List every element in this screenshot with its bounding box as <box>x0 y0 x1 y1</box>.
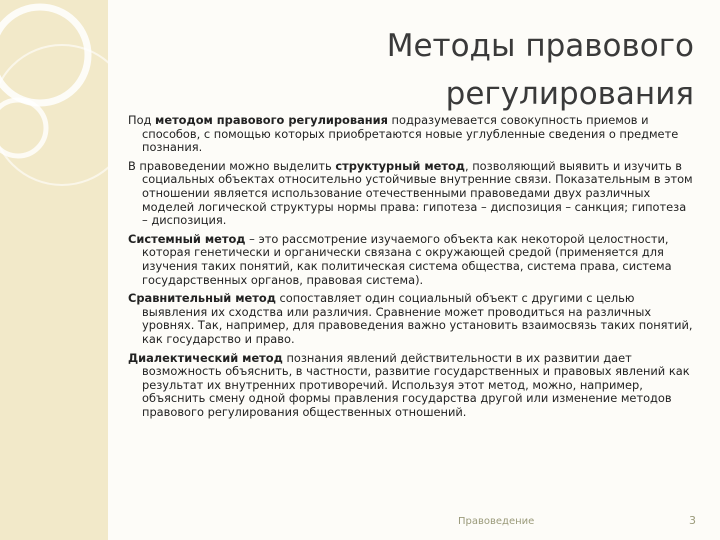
paragraph-lead: Под <box>128 113 156 127</box>
paragraph-term: Системный метод <box>128 231 246 246</box>
page-number: 3 <box>689 514 696 527</box>
paragraph-text: – это рассмотрение изучаемого объекта как некоторой целостности, которая генетически и органически связана с окружающей средой (применяется для изучения таких понятий, как политическая система общества, система права, система государственных органов, правовая система). <box>142 231 672 287</box>
title-line-1: Методы правового <box>386 28 694 64</box>
paragraph-text: , позволяющий выявить и изучить в социальных объектах относительно устойчивые внутренние связи. Показательным в этом отношении является использование отечественными правоведами двух различных моделей логической структуры нормы права: гипотеза – диспозиция – санкция; гипотеза – диспозиция. <box>142 158 693 228</box>
paragraph-lead: В правоведении можно выделить <box>128 158 336 173</box>
paragraph <box>128 352 694 420</box>
footer-label: Правоведение <box>458 516 535 527</box>
paragraph-term: Сравнительный метод <box>128 291 276 306</box>
paragraph <box>128 233 694 287</box>
paragraph-text: подразумевается совокупность приемов и способов, с помощью которых приобретаются новые углубленные сведения о предмете познания. <box>142 113 679 155</box>
paragraph <box>128 292 694 346</box>
paragraph-text: сопоставляет один социальный объект с другими с целью выявления их сходства или различия. Сравнение может проводиться на различных уровнях. Так, например, для правоведения важно установить взаимосвязь таких понятий, как государство и право. <box>142 291 693 346</box>
paragraph-text: познания явлений действительности в их развитии дает возможность объяснить, в частности, развитие государственных и правовых явлений как результат их внутренних противоречий. Используя этот метод, можно, например, объяснить смену одной формы правления государства другой или изменение методов правового регулирования общественных отношений. <box>142 350 690 419</box>
paragraph <box>128 160 694 228</box>
decorative-circles-icon <box>0 0 108 540</box>
paragraph-term: Диалектический метод <box>128 350 283 365</box>
paragraph-term: методом правового регулирования <box>155 113 388 127</box>
body-text <box>128 114 694 424</box>
paragraph <box>128 114 694 155</box>
page-title <box>274 22 694 118</box>
title-line-2: регулирования <box>445 76 694 112</box>
paragraph-term: структурный метод <box>335 158 465 173</box>
